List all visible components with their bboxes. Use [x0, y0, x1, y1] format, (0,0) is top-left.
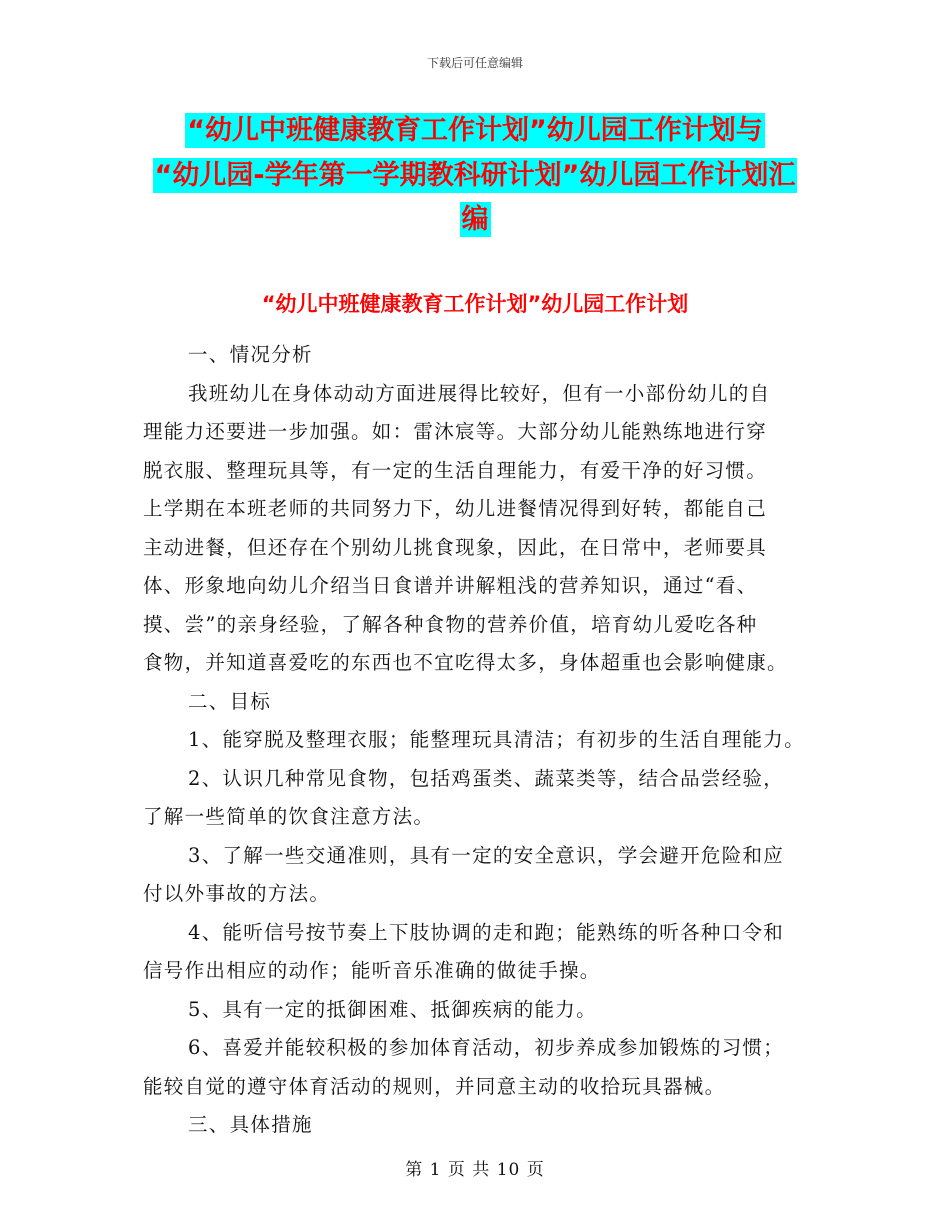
- paragraph-line: 摸、尝”的亲身经验，了解各种食物的营养价值，培育幼儿爱吃各种: [143, 612, 758, 636]
- goal-item-continuation: 付以外事故的方法。: [143, 882, 331, 905]
- section-title: “幼儿中班健康教育工作计划”幼儿园工作计划: [261, 292, 689, 316]
- paragraph-line: 理能力还要进一步加强。如：雷沐宸等。大部分幼儿能熟练地进行穿: [143, 420, 768, 443]
- paragraph-line: 体、形象地向幼儿介绍当日食谱并讲解粗浅的营养知识，通过“看、: [143, 574, 758, 597]
- goal-item-continuation: 能较自觉的遵守体育活动的规则，并同意主动的收拾玩具器械。: [143, 1074, 726, 1098]
- header-note: 下载后可任意编辑: [426, 56, 523, 70]
- paragraph-line: 我班幼儿在身体动动方面进展得比较好，但有一小部份幼儿的自: [188, 381, 771, 405]
- page-footer: 第 1 页 共 10 页: [405, 1160, 545, 1180]
- document-title-line-3: 编: [461, 204, 489, 235]
- goal-item: 3、了解一些交通准则，具有一定的安全意识，学会避开危险和应: [188, 843, 785, 867]
- goal-item: 6、喜爱并能较积极的参加体育活动，初步养成参加锻炼的习惯；: [188, 1036, 785, 1059]
- heading-situation-analysis: 一、情况分析: [188, 343, 313, 366]
- paragraph-line: 食物，并知道喜爱吃的东西也不宜吃得太多，身体超重也会影响健康。: [143, 651, 788, 674]
- goal-item: 5、具有一定的抵御困难、抵御疾病的能力。: [188, 997, 597, 1021]
- paragraph-line: 主动进餐，但还存在个别幼儿挑食现象，因此，在日常中，老师要具: [143, 535, 768, 559]
- heading-measures: 三、具体措施: [188, 1113, 313, 1136]
- paragraph-line: 脱衣服、整理玩具等，有一定的生活自理能力，有爱干净的好习惯。: [143, 458, 768, 482]
- body-text: [143, 336, 823, 1145]
- goal-item: 1、能穿脱及整理衣服；能整理玩具清洁；有初步的生活自理能力。: [188, 728, 805, 751]
- heading-goals: 二、目标: [188, 689, 272, 713]
- paragraph-line: 上学期在本班老师的共同努力下，幼儿进餐情况得到好转，都能自己: [143, 497, 768, 520]
- goal-item: 4、能听信号按节奏上下肢协调的走和跑；能熟练的听各种口令和: [188, 920, 785, 944]
- document-title-line-1: “幼儿中班健康教育工作计划”幼儿园工作计划与: [187, 115, 763, 146]
- goal-item: 2、认识几种常见食物，包括鸡蛋类、蔬菜类等，结合品尝经验，: [188, 766, 785, 790]
- goal-item-continuation: 信号作出相应的动作；能听音乐准确的做徒手操。: [143, 959, 601, 982]
- goal-item-continuation: 了解一些简单的饮食注意方法。: [143, 805, 435, 828]
- document-title-line-2: “幼儿园-学年第一学期教科研计划”幼儿园工作计划汇: [154, 160, 796, 191]
